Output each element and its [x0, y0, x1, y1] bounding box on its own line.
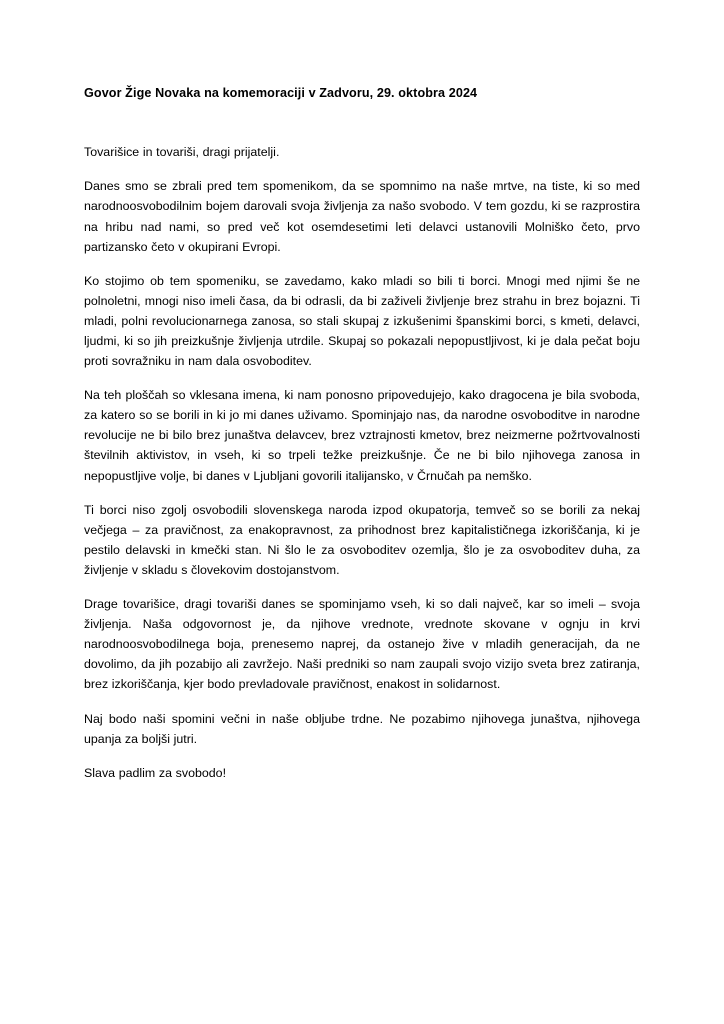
- paragraph-body: Naj bodo naši spomini večni in naše obljube trdne. Ne pozabimo njihovega junaštva, njihovega upanja za boljši jutri.: [84, 711, 640, 746]
- paragraph-body: Ti borci niso zgolj osvobodili slovenskega naroda izpod okupatorja, temveč so se borili za nekaj večjega – za pravičnost, za enakopravnost, za prihodnost brez kapitalističnega izkoriščanja, ki je pestilo delavski in kmečki stan. Ni šlo le za osvoboditev ozemlja, šlo je za osvoboditev duha, za življenje v skladu s človekovim dostojanstvom.: [84, 502, 640, 577]
- paragraph-body: Drage tovarišice, dragi tovariši danes se spominjamo vseh, ki so dali največ, kar so imeli – svoja življenja. Naša odgovornost je, da njihove vrednote, vrednote skovane v ognju in krvi narodnoosvobodilnega boja, prenesemo naprej, da ostanejo žive v mladih generacijah, da ne dovolimo, da jih pozabijo ali zavržejo. Naši predniki so nam zaupali svojo vizijo sveta brez zatiranja, brez izkoriščanja, kjer bodo prevladovale pravičnost, enakost in solidarnost.: [84, 597, 640, 692]
- paragraph-body: Na teh ploščah so vklesana imena, ki nam ponosno pripovedujejo, kako dragocena je bila svoboda, za katero so se borili in ki jo mi danes uživamo. Spominjajo nas, da narodne osvoboditve in narodne revolucije ne bi bilo brez junaštva delavcev, brez vztrajnosti kmetov, brez neizmerne požrtvovalnosti številnih aktivistov, in vseh, ki so trpeli težke preizkušnje. Če ne bi bilo njihovega zanosa in nepopustljive volje, bi danes v Ljubljani govorili italijansko, v Črnučah pa nemško.: [84, 388, 640, 483]
- paragraph-salutation: Tovarišice in tovariši, dragi prijatelji.: [84, 145, 280, 160]
- paragraph-body: Ko stojimo ob tem spomeniku, se zavedamo, kako mladi so bili ti borci. Mnogi med njimi še ne polnoletni, mnogi niso imeli časa, da bi odrasli, da bi zaživeli življenje brez strahu in brez bojazni. Ti mladi, polni revolucionarnega zanosa, so stali skupaj z izkušenimi španskimi borci, s kmeti, delavci, ljudmi, ki so jih preizkušnje življenja utrdile. Skupaj so pokazali nepopustljivost, ki je dala pečat boju proti sovražniku in nam dala osvoboditev.: [84, 273, 640, 369]
- document-title: Govor Žige Novaka na komemoraciji v Zadvoru, 29. oktobra 2024: [84, 86, 478, 100]
- paragraph-body: Danes smo se zbrali pred tem spomenikom, da se spomnimo na naše mrtve, na tiste, ki so med narodnoosvobodilnim bojem darovali svoja življenja za našo svobodo. V tem gozdu, ki se razprostira na hribu nad nami, so pred več kot osemdesetimi leti delavci ustanovili Molniško četo, prvo partizansko četo v okupirani Evropi.: [84, 179, 640, 254]
- paragraph-closing: Slava padlim za svobodo!: [84, 765, 227, 780]
